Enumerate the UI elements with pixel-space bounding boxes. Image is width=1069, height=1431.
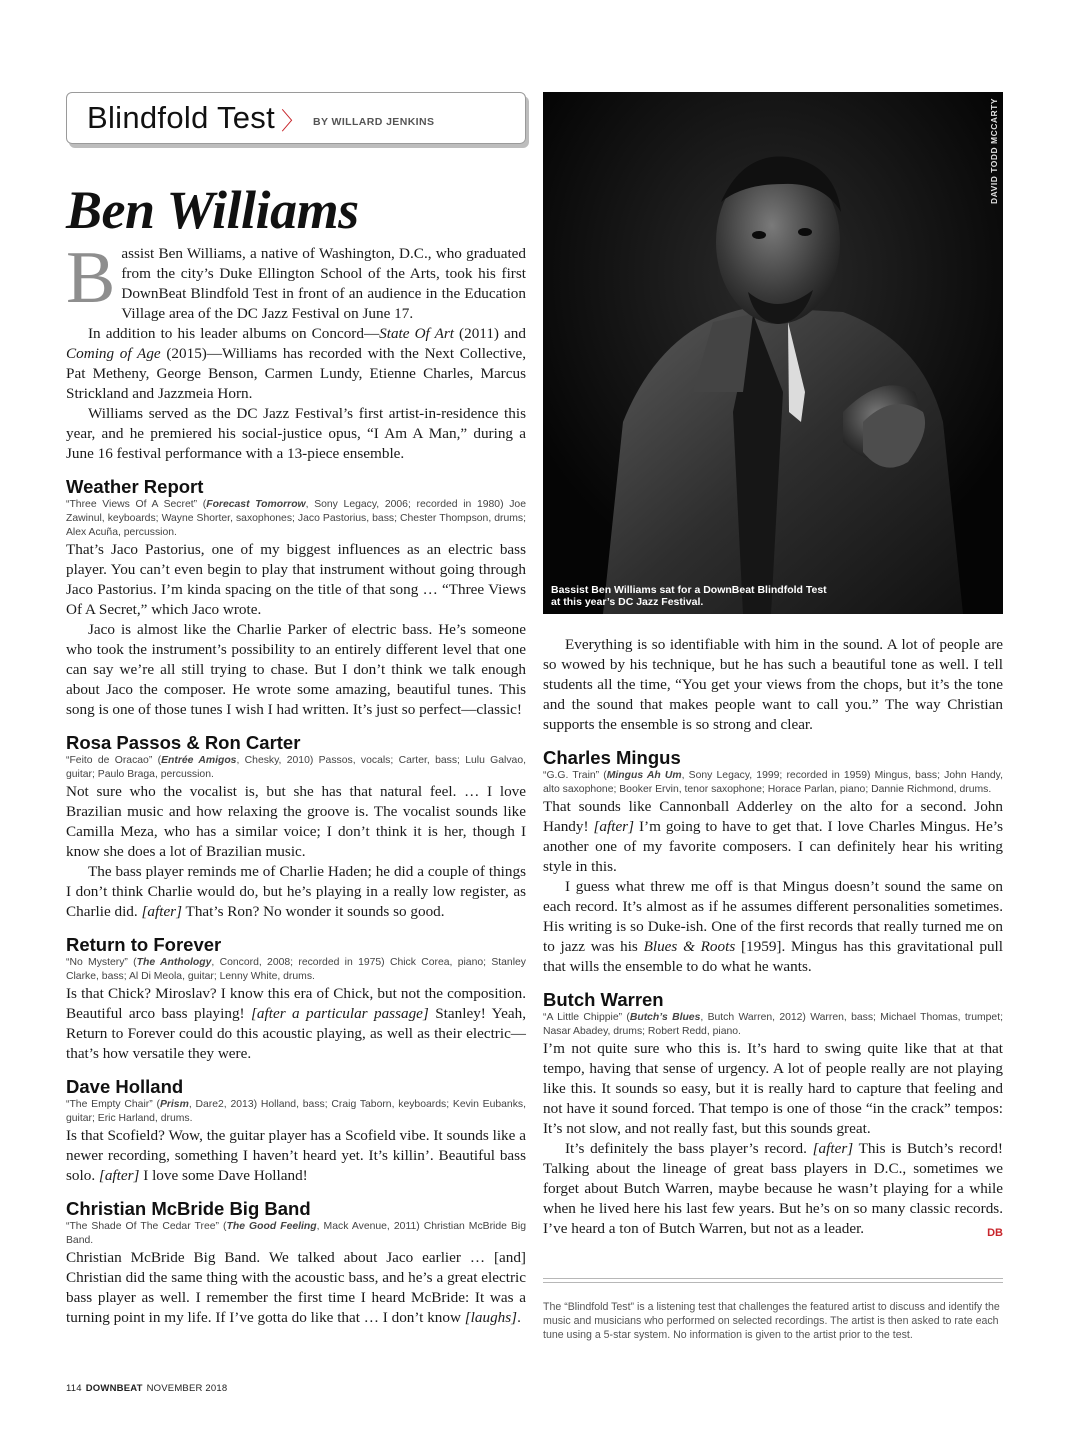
review-body: Christian McBride Big Band. We talked about Jaco earlier … [and] Christian did the same thing with the acoustic bass, and he’s a great electric bass player as well. I remember the first time I heard McBride: It was a turning point in my life. If I’ve gotta do like that … I don’t know [laughs]. (66, 1249, 526, 1326)
review-credits: “A Little Chippie” (Butch’s Blues, Butch Warren, 2012) Warren, bass; Michael Thomas, trumpet; Nasar Abadey, drums; Robert Redd, piano. (543, 1012, 1003, 1037)
review-heading: Return to Forever (66, 934, 222, 955)
review-charles-mingus (543, 747, 1003, 977)
review-body: Is that Scofield? Wow, the guitar player has a Scofield vibe. It sounds like a newer recording, something I haven’t heard yet. It’s killin’. Beautiful bass solo. [after] I love some Dave Holland! (66, 1127, 526, 1184)
article-title: Ben Williams (66, 180, 359, 240)
portrait-illustration (543, 92, 1003, 614)
page-number: 114 (66, 1383, 82, 1394)
issue-date: NOVEMBER 2018 (146, 1383, 228, 1394)
page-folio (66, 1383, 227, 1394)
review-weather-report (66, 476, 526, 720)
review-rosa-passos (66, 732, 526, 922)
photo-caption: Bassist Ben Williams sat for a DownBeat Blindfold Test at this year’s DC Jazz Festival. (551, 584, 827, 608)
review-dave-holland (66, 1076, 526, 1186)
review-credits: “G.G. Train” (Mingus Ah Um, Sony Legacy, 1999; recorded in 1959) Mingus, bass; John Handy, alto saxophone; Booker Ervin, tenor saxophone; Horace Parlan, piano; Dannie Richmond, drums. (543, 770, 1003, 795)
review-credits: “No Mystery” (The Anthology, Concord, 2008; recorded in 1975) Chick Corea, piano; Stanley Clarke, bass; Al Di Meola, guitar; Lenny White, drums. (66, 957, 526, 982)
review-heading: Rosa Passos & Ron Carter (66, 732, 301, 753)
left-column (66, 92, 526, 1328)
review-credits: “The Empty Chair” (Prism, Dare2, 2013) Holland, bass; Craig Taborn, keyboards; Kevin Eubanks, guitar; Eric Harland, drums. (66, 1099, 526, 1124)
review-body-continued: Everything is so identifiable with him in the sound. A lot of people are so wowed by his technique, but he has such a beautiful tone as well. I tell students all the time, “You get your views from the chops, but it’s the tone and the sound that makes people want to call you.” The way Christian supports the ensemble is so strong and clear. (543, 636, 1003, 733)
review-return-to-forever (66, 934, 526, 1064)
review-heading: Charles Mingus (543, 747, 681, 768)
review-body: That’s Jaco Pastorius, one of my biggest influences as an electric bass player. You can’t even begin to play that instrument without going through Jaco Pastorius. I’m kinda spacing on the title of that song … “Three Views Of A Secret,” which Jaco wrote. Jaco is almost like the Charlie Parker of electric bass. He’s someone who took the instrument’s possibility to an entirely different level that one can say we’re all still trying to chase. But I don’t think we talk enough about Jaco the composer. He wrote some amazing, beautiful tunes. This song is one of those tunes I wish I had written. It’s just so perfect—classic! (66, 541, 526, 718)
drop-cap: B (66, 237, 116, 319)
review-credits: “Feito de Oracao” (Entrée Amigos, Chesky, 2010) Passos, vocals; Carter, bass; Lulu Galvao, guitar; Paulo Braga, percussion. (66, 755, 526, 780)
footnote: The “Blindfold Test” is a listening test that challenges the featured artist to discuss and identify the music and musicians who performed on selected recordings. The artist is then asked to rate each tune using a 5-star system. No information is given to the artist prior to the test. (543, 1301, 1000, 1341)
review-heading: Dave Holland (66, 1076, 184, 1097)
footnote-divider (543, 1278, 1003, 1283)
intro-paragraph-3: Williams served as the DC Jazz Festival’s first artist-in-residence this year, and he premiered his social-justice opus, “I Am A Man,” during a June 16 festival performance with a 13-piece ensemble. (66, 405, 526, 462)
artist-photo (543, 92, 1003, 614)
review-heading: Butch Warren (543, 989, 664, 1010)
review-credits: “Three Views Of A Secret” (Forecast Tomorrow, Sony Legacy, 2006; recorded in 1980) Joe Zawinul, keyboards; Wayne Shorter, saxophones; Jaco Pastorius, bass; Chester Thompson, drums; Alex Acuña, percussion. (66, 499, 526, 538)
review-body: I’m not quite sure who this is. It’s hard to swing quite like that at that tempo, having that sense of urgency. A lot of people really are not playing like this. It sounds so easy, but it is really hard to capture that feeling and not have it sound forced. That tempo is one of those “in the crack” tempos: It’s not slow, and not really fast, but this sounds great. It’s definitely the bass player’s record. [after] This is Butch’s record! Talking about the lineage of great bass players in D.C., sometimes we forget about Butch Warren, maybe because he wasn’t playing for a while when he lived here his last few years. But he’s on so many classic records. I’ve heard a ton of Butch Warren, but not as a leader. DB (543, 1039, 1003, 1239)
review-heading: Weather Report (66, 476, 204, 497)
review-body: That sounds like Cannonball Adderley on the alto for a second. John Handy! [after] I’m going to have to get that. I love Charles Mingus. He’s another one of my favorite composers. I can definitely hear his writing style in this. I guess what threw me off is that Mingus doesn’t sound the same on each record. It’s almost as if he assumes different personalities sometimes. His writing is so Duke-ish. One of the first records that really turned me on to jazz was his Blues & Roots [1959]. Mingus has this gravitational pull that wills the ensemble to do what he wants. (543, 798, 1003, 975)
end-mark: DB (987, 1227, 1003, 1239)
photo-credit: DAVID TODD MCCARTY (989, 98, 999, 204)
intro (66, 237, 527, 464)
chevron-right-icon: 〉 (281, 106, 306, 135)
review-butch-warren (543, 989, 1003, 1239)
department-title: Blindfold Test (87, 100, 276, 135)
review-heading: Christian McBride Big Band (66, 1198, 311, 1219)
review-body: Not sure who the vocalist is, but she has that natural feel. … I love Brazilian music and how relaxing the groove is. The vocalist sounds like Camilla Meza, who has a similar voice; I don’t think it is her, though I know she does a lot of Brazilian music. The bass player reminds me of Charlie Haden; he did a couple of things I don’t think Charlie would do, but he’s playing in a really low register, as Charlie did. [after] That’s Ron? No wonder it sounds so good. (66, 783, 526, 920)
byline: BY WILLARD JENKINS (313, 116, 435, 128)
review-credits: “The Shade Of The Cedar Tree” (The Good Feeling, Mack Avenue, 2011) Christian McBride Big Band. (66, 1221, 527, 1246)
department-header (66, 92, 526, 144)
right-column (543, 635, 1003, 1243)
intro-paragraph-1: Bassist Ben Williams, a native of Washington, D.C., who graduated from the city’s Duke Ellington School of the Arts, took his first DownBeat Blindfold Test in front of an audience in the Education Village area of the DC Jazz Festival on June 17. (66, 237, 526, 322)
review-christian-mcbride (66, 1198, 526, 1328)
magazine-name: DOWNBEAT (85, 1383, 143, 1394)
intro-paragraph-2: In addition to his leader albums on Concord—State Of Art (2011) and Coming of Age (2015)—Williams has recorded with the Next Collective, Pat Metheny, George Benson, Carmen Lundy, Etienne Charles, Marcus Strickland and Jazzmeia Horn. (66, 325, 527, 402)
review-body: Is that Chick? Miroslav? I know this era of Chick, but not the composition. Beautiful arco bass playing! [after a particular passage] Stanley! Yeah, Return to Forever could do this acoustic playing, as well as their electric—that’s how versatile they were. (66, 985, 527, 1062)
